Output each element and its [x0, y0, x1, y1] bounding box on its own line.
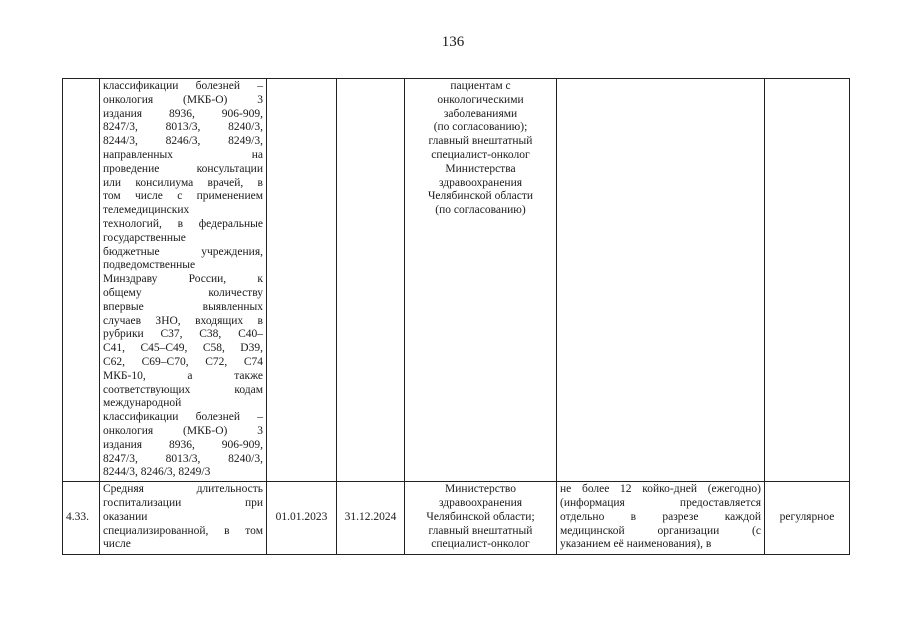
- text-line: Средняя длительность: [103, 483, 263, 496]
- text-line: МКБ-10, а также: [103, 369, 263, 382]
- text-line: проведение консультации: [103, 162, 263, 175]
- text-line: направленных на: [103, 148, 263, 161]
- text-line: общему количеству: [103, 286, 263, 299]
- text-line: классификации болезней –: [103, 411, 263, 424]
- text-line: классификации болезней –: [103, 80, 263, 92]
- text-line: специалист-онколог: [431, 538, 530, 551]
- text-line: государственные: [103, 231, 186, 244]
- cell-end-date: [337, 79, 405, 482]
- text-line: онкология (МКБ-О) 3: [103, 93, 263, 106]
- text-line: 8247/3, 8013/3, 8240/3,: [103, 452, 263, 465]
- table-row: [63, 79, 850, 482]
- cell-indicator: [100, 79, 267, 482]
- text-line: впервые выявленных: [103, 300, 263, 313]
- table-row: [63, 482, 850, 555]
- page-number: 136: [441, 34, 465, 50]
- text-line: пациентам с: [450, 80, 511, 92]
- cell-frequency: регулярное: [765, 482, 850, 555]
- text-line: (по согласованию): [435, 204, 526, 217]
- text-line: случаев ЗНО, входящих в: [103, 314, 263, 327]
- cell-target: [557, 482, 765, 555]
- text-line: отдельно в разрезе каждой: [560, 510, 761, 523]
- cell-responsible: [405, 482, 557, 555]
- text-line: указанием её наименования), в: [560, 538, 712, 551]
- text-line: издания 8936, 906-909,: [103, 438, 263, 451]
- text-line: издания 8936, 906-909,: [103, 107, 263, 120]
- text-line: (информация предоставляется: [560, 496, 761, 509]
- text-line: госпитализации при: [103, 496, 263, 509]
- text-line: здравоохранения: [438, 176, 523, 189]
- text-line: (по согласованию);: [433, 121, 528, 134]
- text-line: Минздраву России, к: [103, 273, 263, 286]
- cell-frequency: [765, 79, 850, 482]
- text-line: Министерство: [445, 483, 516, 496]
- text-line: С41, С45–С49, С58, D39,: [103, 342, 263, 355]
- text-line: онкологическими: [437, 93, 524, 106]
- cell-start-date: 01.01.2023: [267, 482, 337, 555]
- cell-start-date: [267, 79, 337, 482]
- indicator-text: [103, 483, 263, 552]
- text-line: Министерства: [445, 162, 516, 175]
- text-line: том числе с применением: [103, 190, 263, 203]
- text-line: международной: [103, 397, 182, 410]
- document-table: [62, 78, 850, 555]
- cell-end-date: 31.12.2024: [337, 482, 405, 555]
- text-line: технологий, в федеральные: [103, 217, 263, 230]
- text-line: 8244/3, 8246/3, 8249/3: [103, 466, 211, 479]
- text-line: подведомственные: [103, 259, 196, 272]
- text-line: числе: [103, 538, 131, 551]
- text-line: медицинской организации (с: [560, 524, 761, 537]
- cell-number: 4.33.: [63, 482, 100, 555]
- cell-target: [557, 79, 765, 482]
- text-line: заболеваниями: [443, 107, 518, 120]
- responsible-text: [408, 80, 553, 218]
- text-line: Челябинской области: [427, 190, 534, 203]
- text-line: здравоохранения: [438, 496, 523, 509]
- text-line: оказании: [103, 510, 148, 523]
- target-text: [560, 483, 761, 552]
- text-line: 8244/3, 8246/3, 8249/3,: [103, 135, 263, 148]
- cell-number: [63, 79, 100, 482]
- text-line: бюджетные учреждения,: [103, 245, 263, 258]
- cell-indicator: [100, 482, 267, 555]
- cell-responsible: [405, 79, 557, 482]
- text-line: Челябинской области;: [426, 510, 535, 523]
- text-line: 8247/3, 8013/3, 8240/3,: [103, 121, 263, 134]
- text-line: телемедицинских: [103, 204, 190, 217]
- text-line: соответствующих кодам: [103, 383, 263, 396]
- text-line: главный внештатный: [428, 524, 533, 537]
- text-line: С62, С69–С70, С72, С74: [103, 355, 263, 368]
- text-line: главный внештатный: [428, 135, 533, 148]
- responsible-text: [408, 483, 553, 552]
- text-line: онкология (МКБ-О) 3: [103, 424, 263, 437]
- text-line: специализированной, в том: [103, 524, 263, 537]
- indicator-text: [103, 80, 263, 480]
- text-line: специалист-онколог: [431, 148, 530, 161]
- text-line: рубрики С37, С38, С40–: [103, 328, 263, 341]
- text-line: или консилиума врачей, в: [103, 176, 263, 189]
- text-line: не более 12 койко-дней (ежегодно): [560, 483, 761, 496]
